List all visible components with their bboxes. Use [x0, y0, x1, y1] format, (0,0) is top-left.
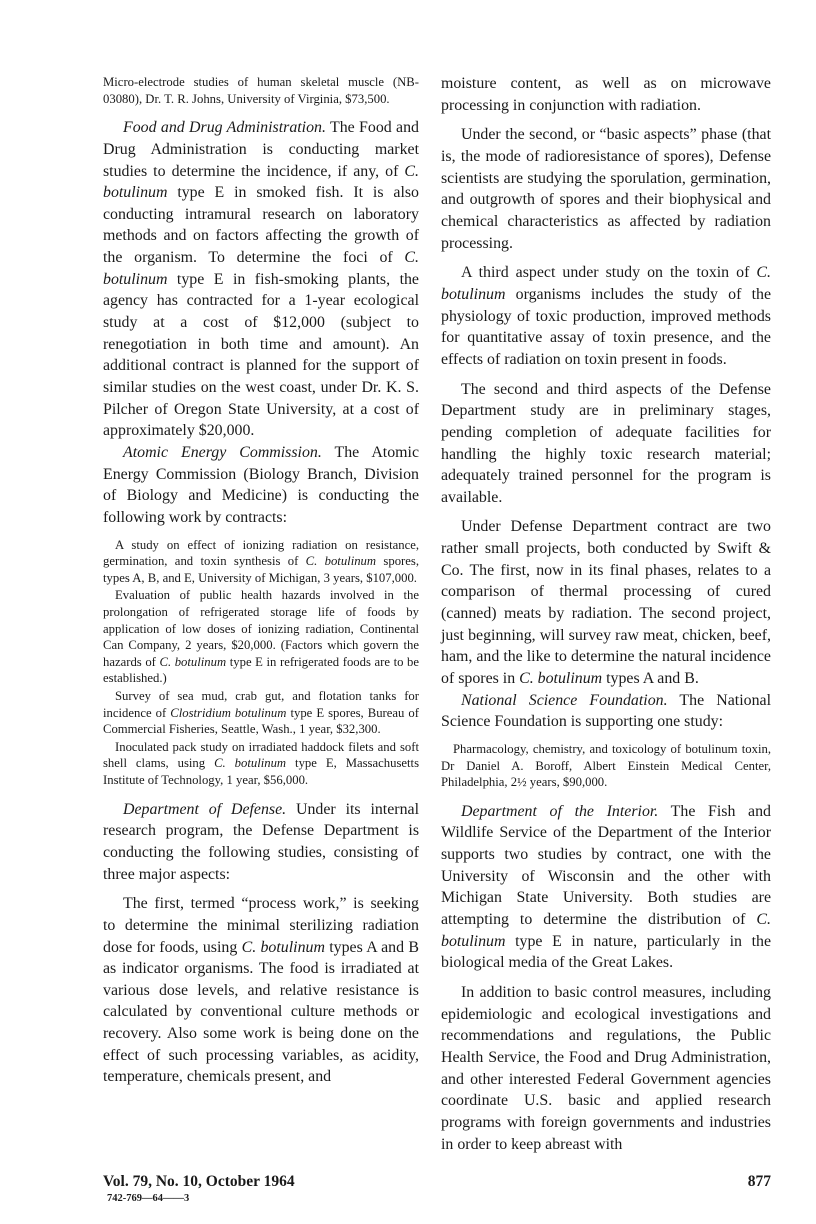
- paragraph: [103, 442, 419, 529]
- paragraph: [441, 982, 771, 1155]
- grant-entry: [103, 739, 419, 789]
- text-segment: Under the second, or “basic aspects” phase (that is, the mode of radioresistance of spores), Defense scientists are studying the sporulation, germination, and outgrowth of spores and their biophysical and chemical characteristics as affected by radiation processing.: [441, 126, 771, 252]
- paragraph: [441, 801, 771, 974]
- text-segment: type E in nature, particularly in the biological media of the Great Lakes.: [441, 932, 771, 972]
- text-segment: type E in fish-smoking plants, the agency has contracted for a 1-year ecological study at a cost of $12,000 (subject to renegotiation in both time and amount). An additional contract is planned for the support of similar studies on the west coast, under Dr. K. S. Pilcher of Oregon State University, at a cost of approximately $20,000.: [103, 270, 419, 440]
- journal-issue: Vol. 79, No. 10, October 1964: [103, 1173, 295, 1191]
- text-segment: organisms includes the study of the physiology of toxic production, improved methods for quantitative assay of toxin presence, and the effects of radiation on toxin present in foods.: [441, 285, 771, 368]
- italic-segment: Clostridium botulinum: [170, 705, 287, 720]
- text-segment: Inoculated pack study on irradiated haddock filets and soft shell clams, using: [103, 739, 419, 771]
- text-columns: [103, 73, 771, 1155]
- italic-segment: C. botulinum: [441, 264, 771, 303]
- grant-entry: [103, 688, 419, 738]
- paragraph: [103, 117, 419, 442]
- grant-entry: [103, 537, 419, 587]
- text-segment: types A and B as indicator organisms. The food is irradiated at various dose levels, and relative resistance is calculated by conventional culture methods or recovery. Also some work is being done on the effect of such processing variables, as acidity, temperature, chemicals present, and: [103, 938, 419, 1086]
- text-segment: The second and third aspects of the Defense Department study are in preliminary stages, pending completion of adequate facilities for handling the highly toxic research material; adequately trained personnel for the program is available.: [441, 380, 771, 506]
- text-segment: type E in refrigerated foods are to be established.): [103, 654, 419, 686]
- grant-entry: [103, 74, 419, 107]
- grant-entry: [103, 587, 419, 687]
- paragraph: [103, 893, 419, 1088]
- text-segment: type E spores, Bureau of Commercial Fisheries, Seattle, Wash., 1 year, $32,300.: [103, 705, 419, 737]
- page-number: 877: [747, 1173, 771, 1191]
- text-segment: Evaluation of public health hazards involved in the prolongation of refrigerated storage life of foods by application of low doses of ionizing radiation, Continental Can Company, 2 years, $20,000. (Factors which govern the hazards of: [103, 588, 419, 669]
- footer-row: [103, 1173, 771, 1191]
- text-segment: Under Defense Department contract are two rather small projects, both conducted by Swift & Co. The first, now in its final phases, relates to a comparison of thermal processing of cured (canned) meats by radiation. The second project, just beginning, will survey raw meat, chicken, beef, ham, and the like to determine the natural incidence of spores in: [441, 518, 771, 688]
- text-segment: Survey of sea mud, crab gut, and flotation tanks for incidence of: [103, 689, 419, 720]
- paragraph: [441, 516, 771, 689]
- paragraph: [441, 124, 771, 254]
- page-footer: [103, 1173, 771, 1204]
- text-segment: Micro-electrode studies of human skeletal muscle (NB-03080), Dr. T. R. Johns, University of Virginia, $73,500.: [103, 75, 419, 106]
- text-segment: Under its internal research program, the Defense Department is conducting the following studies, consisting of three major aspects:: [103, 800, 419, 883]
- text-segment: The Atomic Energy Commission (Biology Branch, Division of Biology and Medicine) is conducting the following work by contracts:: [103, 444, 419, 526]
- print-code: 742-769—64——3: [107, 1193, 190, 1205]
- text-segment: The National Science Foundation is supporting one study:: [441, 691, 771, 731]
- italic-segment: C. botulinum: [241, 938, 325, 956]
- text-segment: moisture content, as well as on microwave processing in conjunction with radiation.: [441, 75, 771, 114]
- text-segment: type E, Massachusetts Institute of Technology, 1 year, $56,000.: [103, 756, 420, 787]
- text-segment: A third aspect under study on the toxin of: [461, 264, 757, 282]
- right-column: [441, 73, 771, 1155]
- text-segment: A study on effect of ionizing radiation on resistance, germination, and toxin synthesis of: [103, 537, 419, 569]
- italic-segment: C. botulinum: [519, 670, 603, 688]
- text-segment: type E in smoked fish. It is also conducting intramural research on laboratory methods and on factors affecting the growth of the organism. To determine the foci of: [103, 184, 419, 267]
- italic-segment: C. botulinum: [214, 756, 287, 771]
- italic-segment: National Science Foundation.: [461, 691, 668, 709]
- text-segment: Pharmacology, chemistry, and toxicology of botulinum toxin, Dr Daniel A. Boroff, Albert Einstein Medical Center, Philadelphia, 2½ years, $90,000.: [441, 742, 771, 790]
- italic-segment: Department of the Interior.: [461, 802, 659, 820]
- italic-segment: Atomic Energy Commission.: [123, 444, 322, 462]
- italic-segment: C. botulinum: [441, 911, 771, 950]
- text-segment: types A and B.: [602, 670, 699, 688]
- italic-segment: C. botulinum: [159, 654, 227, 669]
- text-segment: The first, termed “process work,” is seeking to determine the minimal sterilizing radiation dose for foods, using: [103, 895, 419, 956]
- paragraph: [441, 73, 771, 116]
- paragraph: [441, 690, 771, 733]
- text-segment: The Fish and Wildlife Service of the Department of the Interior supports two studies by contract, one with the University of Wisconsin and the other with Michigan State University. Both studies are attempting to determine the distribution of: [441, 802, 771, 929]
- grant-entry: [441, 741, 771, 791]
- italic-segment: C. botulinum: [103, 249, 419, 288]
- italic-segment: Department of Defense.: [123, 800, 287, 818]
- paragraph: [441, 262, 771, 370]
- left-column: [103, 73, 419, 1088]
- paragraph: [103, 799, 419, 886]
- italic-segment: Food and Drug Administration.: [123, 119, 326, 137]
- text-segment: The Food and Drug Administration is conducting market studies to determine the incidence, if any, of: [103, 119, 419, 180]
- text-segment: spores, types A, B, and E, University of Michigan, 3 years, $107,000.: [103, 554, 420, 585]
- italic-segment: C. botulinum: [103, 162, 419, 202]
- italic-segment: C. botulinum: [305, 554, 377, 569]
- paragraph: [441, 379, 771, 509]
- text-segment: In addition to basic control measures, including epidemiologic and ecological investigations and recommendations and regulations, the Public Health Service, the Food and Drug Administration, and other interested Federal Government agencies coordinate U.S. basic and applied research programs with foreign governments and industries in order to keep abreast with: [441, 984, 771, 1153]
